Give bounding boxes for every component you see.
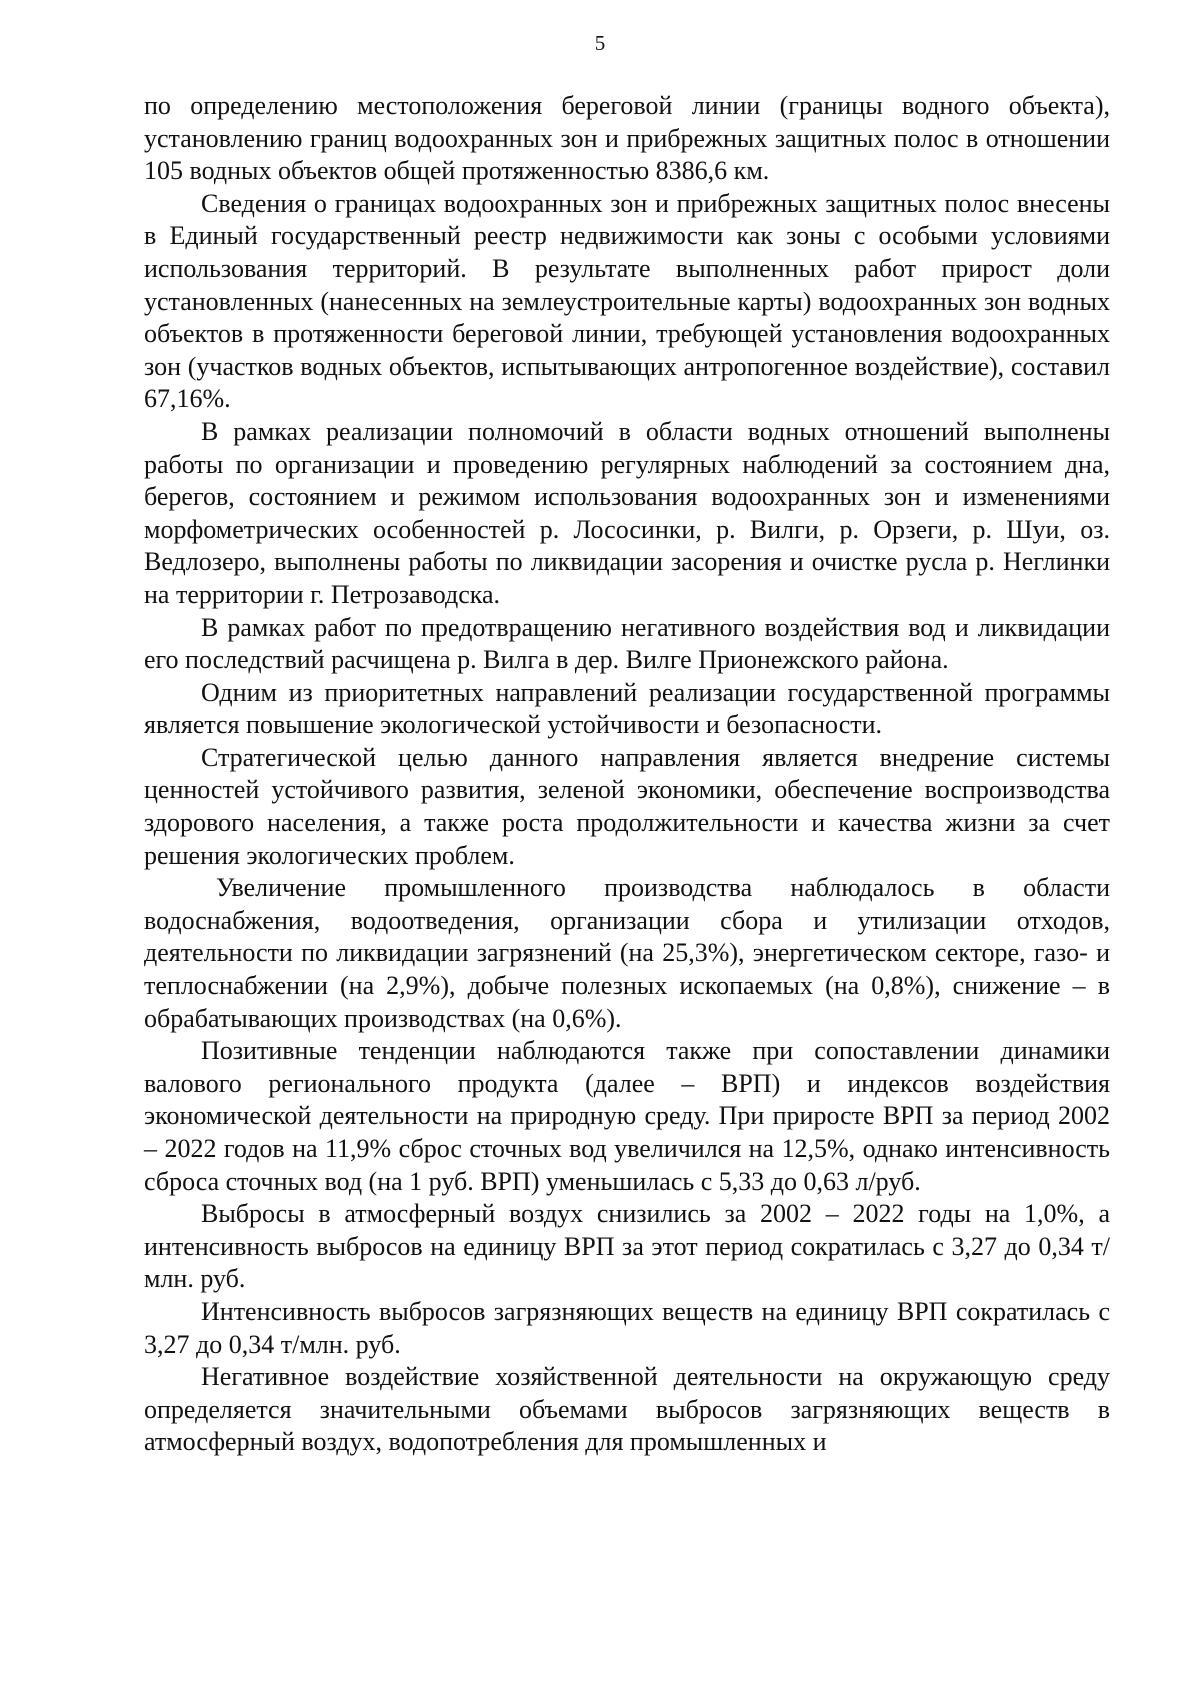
paragraph-emission-intensity: Интенсивность выбросов загрязняющих веществ на единицу ВРП сократилась с 3,27 до 0,34 т/млн. руб.	[144, 1296, 1110, 1359]
document-body	[144, 90, 1110, 1459]
paragraph-grp-dynamics: Позитивные тенденции наблюдаются также при сопоставлении динамики валового регионального продукта (далее – ВРП) и индексов воздействия экономической деятельности на природную среду. При приросте ВРП за период 2002 – 2022 годов на 11,9% сброс сточных вод увеличился на 12,5%, однако интенсивность сброса сточных вод (на 1 руб. ВРП) уменьшилась с 5,33 до 0,63 л/руб.	[144, 1036, 1110, 1196]
paragraph-strategic-goal: Стратегической целью данного направления является внедрение системы ценностей устойчивого развития, зеленой экономики, обеспечение воспроизводства здорового населения, а также роста продолжительности и качества жизни за счет решения экологических проблем.	[144, 742, 1110, 870]
paragraph-shoreline-continuation: по определению местоположения береговой линии (границы водного объекта), установлению границ водоохранных зон и прибрежных защитных полос в отношении 105 водных объектов общей протяженностью 8386,6 км.	[144, 91, 1110, 186]
paragraph-priority-direction: Одним из приоритетных направлений реализации государственной программы является повышение экологической устойчивости и безопасности.	[144, 677, 1110, 740]
paragraph-air-emissions: Выбросы в атмосферный воздух снизились за 2002 – 2022 годы на 1,0%, а интенсивность выбросов на единицу ВРП за этот период сократилась с 3,27 до 0,34 т/млн. руб.	[144, 1199, 1110, 1294]
paragraph-vilga-clearing: В рамках работ по предотвращению негативного воздействия вод и ликвидации его последствий расчищена р. Вилга в дер. Вилге Прионежского района.	[144, 612, 1110, 675]
paragraph-water-observations: В рамках реализации полномочий в области водных отношений выполнены работы по организации и проведению регулярных наблюдений за состоянием дна, берегов, состоянием и режимом использования водоохранных зон и изменениями морфометрических особенностей р. Лососинки, р. Вилги, р. Орзеги, р. Шуи, оз. Ведлозеро, выполнены работы по ликвидации засорения и очистке русла р. Неглинки на территории г. Петрозаводска.	[144, 416, 1110, 609]
paragraph-negative-impact: Негативное воздействие хозяйственной деятельности на окружающую среду определяется значительными объемами выбросов загрязняющих веществ в атмосферный воздух, водопотребления для промышленных и	[144, 1362, 1110, 1457]
paragraph-industrial-growth: Увеличение промышленного производства наблюдалось в области водоснабжения, водоотведения, организации сбора и утилизации отходов, деятельности по ликвидации загрязнений (на 25,3%), энергетическом секторе, газо- и теплоснабжении (на 2,9%), добыче полезных ископаемых (на 0,8%), снижение – в обрабатывающих производствах (на 0,6%).	[144, 873, 1110, 1033]
page-number: 5	[594, 31, 606, 55]
paragraph-water-protection-zones: Сведения о границах водоохранных зон и прибрежных защитных полос внесены в Единый государственный реестр недвижимости как зоны с особыми условиями использования территорий. В результате выполненных работ прирост доли установленных (нанесенных на землеустроительные карты) водоохранных зон водных объектов в протяженности береговой линии, требующей установления водоохранных зон (участков водных объектов, испытывающих антропогенное воздействие), составил 67,16%.	[144, 188, 1110, 414]
